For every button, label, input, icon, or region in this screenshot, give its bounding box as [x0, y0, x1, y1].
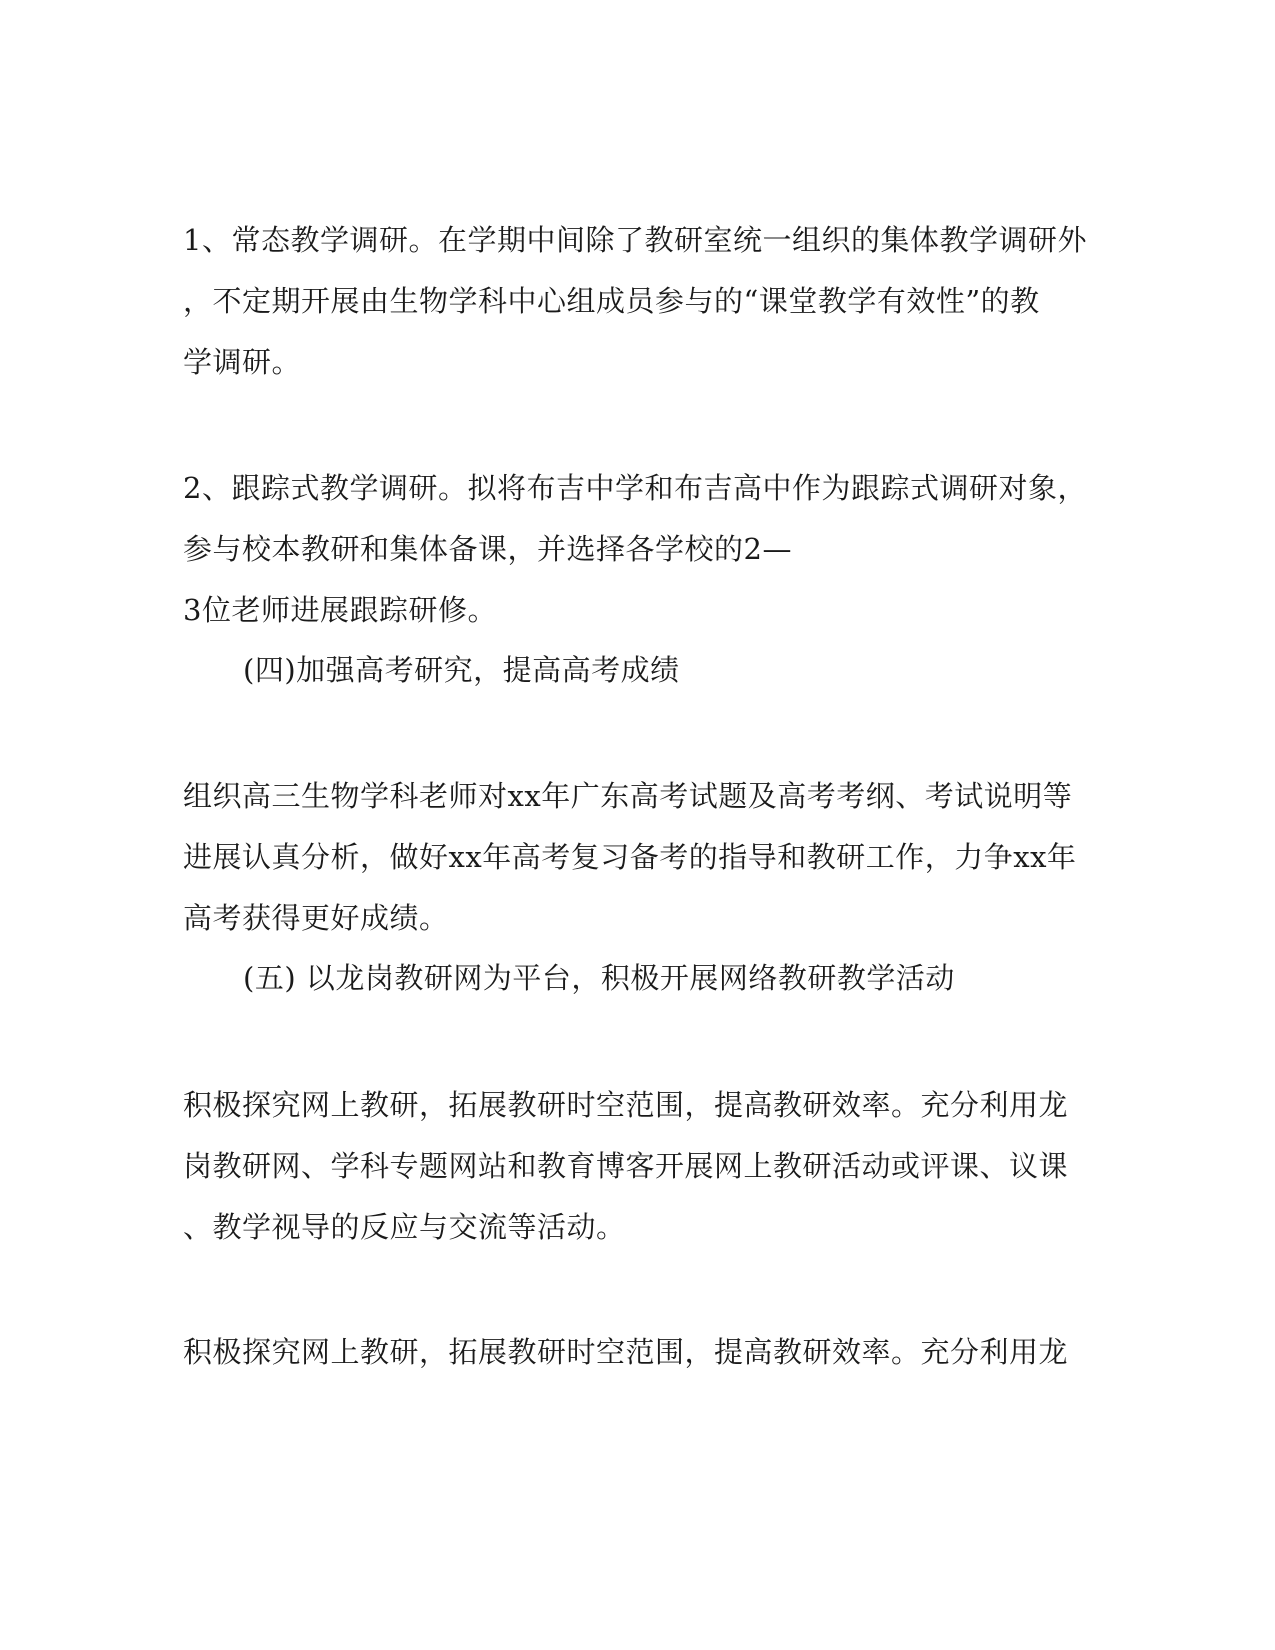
section-heading-5: (五) 以龙岗教研网为平台，积极开展网络教研教学活动 — [243, 961, 955, 995]
paragraph-2-line-1: 2、跟踪式教学调研。拟将布吉中学和布吉高中作为跟踪式调研对象， — [183, 471, 1087, 505]
paragraph-3-line-3: 高考获得更好成绩。 — [183, 901, 449, 935]
paragraph-5-line-1: 积极探究网上教研，拓展教研时空范围，提高教研效率。充分利用龙 — [183, 1335, 1069, 1369]
paragraph-1-line-2: ，不定期开展由生物学科中心组成员参与的“课堂教学有效性”的教 — [183, 284, 1040, 318]
section-heading-4: (四)加强高考研究，提高高考成绩 — [243, 653, 680, 687]
paragraph-4-line-1: 积极探究网上教研，拓展教研时空范围，提高教研效率。充分利用龙 — [183, 1088, 1069, 1122]
paragraph-4-line-2: 岗教研网、学科专题网站和教育博客开展网上教研活动或评课、议课 — [183, 1149, 1069, 1183]
paragraph-2-line-3: 3位老师进展跟踪研修。 — [183, 593, 497, 627]
paragraph-3-line-2: 进展认真分析，做好xx年高考复习备考的指导和教研工作，力争xx年 — [183, 840, 1077, 874]
paragraph-4-line-3: 、教学视导的反应与交流等活动。 — [183, 1210, 626, 1244]
paragraph-1-line-3: 学调研。 — [183, 345, 302, 379]
paragraph-1-line-1: 1、常态教学调研。在学期中间除了教研室统一组织的集体教学调研外 — [183, 223, 1087, 257]
paragraph-3-line-1: 组织高三生物学科老师对xx年广东高考试题及高考考纲、考试说明等 — [183, 779, 1073, 813]
paragraph-2-line-2: 参与校本教研和集体备课，并选择各学校的2— — [183, 532, 792, 566]
